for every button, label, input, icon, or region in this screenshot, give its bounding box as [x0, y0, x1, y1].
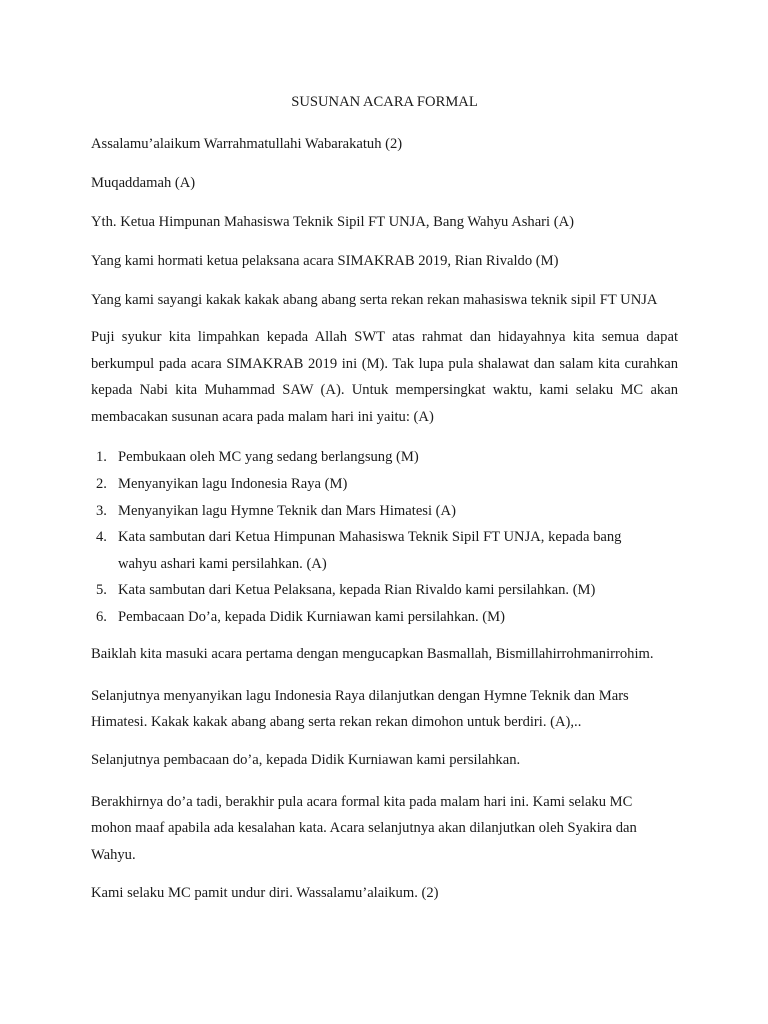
list-item — [91, 471, 678, 498]
greeting-paragraph: Assalamu’alaikum Warrahmatullahi Wabarakatuh (2) — [91, 136, 403, 152]
list-item-text: Pembacaan Do’a, kepada Didik Kurniawan kami persilahkan. (M) — [118, 608, 506, 625]
muqaddamah-paragraph: Muqaddamah (A) — [91, 175, 196, 191]
anthem-line-2: Himatesi. Kakak kakak abang abang serta rekan rekan dimohon untuk berdiri. (A),.. — [91, 714, 582, 731]
anthem-paragraph — [91, 683, 678, 736]
address-organizer-paragraph: Yang kami hormati ketua pelaksana acara SIMAKRAB 2019, Rian Rivaldo (M) — [91, 253, 559, 269]
agenda-list — [91, 444, 678, 630]
closing-line-1: Berakhirnya do’a tadi, berakhir pula acara formal kita pada malam hari ini. Kami selaku MC — [91, 793, 633, 810]
list-item-number: 5. — [96, 582, 107, 599]
list-item-number: 3. — [96, 502, 107, 519]
opening-paragraph: Puji syukur kita limpahkan kepada Allah SWT atas rahmat dan hidayahnya kita semua dapat berkumpul pada acara SIMAKRAB 2019 ini (M). Tak lupa pula shalawat dan salam kita curahkan kepada Nabi kita Muhammad SAW (A). Untuk mempersingkat waktu, kami selaku MC akan membacakan susunan acara pada malam hari ini yaitu: (A) — [91, 329, 678, 425]
list-item-text: Kata sambutan dari Ketua Himpunan Mahasiswa Teknik Sipil FT UNJA, kepada bang wahyu ashari kami persilahkan. (A) — [118, 529, 622, 572]
list-item-number: 4. — [96, 529, 107, 546]
address-audience-paragraph: Yang kami sayangi kakak kakak abang abang serta rekan rekan mahasiswa teknik sipil FT UNJA — [91, 292, 658, 308]
list-item — [91, 524, 678, 577]
farewell-paragraph: Kami selaku MC pamit undur diri. Wassalamu’alaikum. (2) — [91, 884, 439, 901]
list-item — [91, 498, 678, 525]
document-page — [91, 92, 678, 922]
list-item-text: Menyanyikan lagu Hymne Teknik dan Mars Himatesi (A) — [118, 502, 456, 519]
closing-paragraph — [91, 789, 678, 869]
first-event-paragraph: Baiklah kita masuki acara pertama dengan mengucapkan Basmallah, Bismillahirrohmanirrohim. — [91, 645, 654, 662]
anthem-line-1: Selanjutnya menyanyikan lagu Indonesia Raya dilanjutkan dengan Hymne Teknik dan Mars — [91, 687, 629, 704]
list-item-number: 6. — [96, 608, 107, 625]
document-title: SUSUNAN ACARA FORMAL — [291, 94, 478, 110]
list-item-text: Pembukaan oleh MC yang sedang berlangsung (M) — [118, 449, 419, 466]
closing-line-2: mohon maaf apabila ada kesalahan kata. Acara selanjutnya akan dilanjutkan oleh Syakira dan — [91, 820, 637, 837]
address-chairman-paragraph: Yth. Ketua Himpunan Mahasiswa Teknik Sipil FT UNJA, Bang Wahyu Ashari (A) — [91, 214, 575, 230]
closing-line-3: Wahyu. — [91, 846, 136, 863]
list-item-number: 1. — [96, 449, 107, 466]
list-item — [91, 604, 678, 631]
prayer-paragraph: Selanjutnya pembacaan do’a, kepada Didik Kurniawan kami persilahkan. — [91, 751, 521, 768]
list-item-text: Menyanyikan lagu Indonesia Raya (M) — [118, 475, 348, 492]
list-item-text: Kata sambutan dari Ketua Pelaksana, kepada Rian Rivaldo kami persilahkan. (M) — [118, 582, 596, 599]
list-item — [91, 577, 678, 604]
list-item-number: 2. — [96, 475, 107, 492]
list-item — [91, 444, 678, 471]
